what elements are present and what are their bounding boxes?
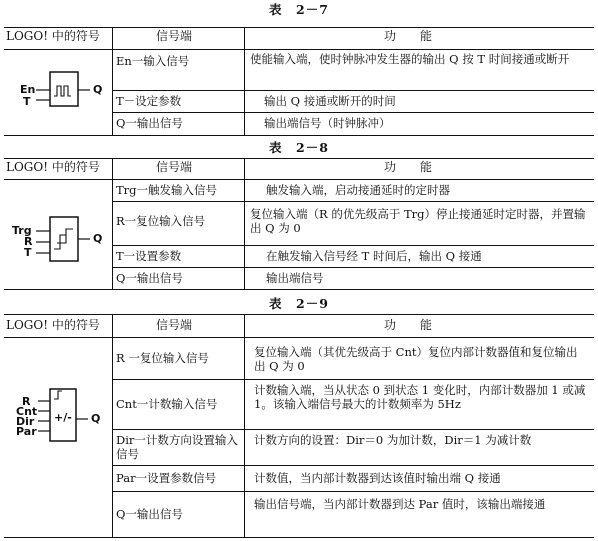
function-cell: 使能输入端，使时钟脉冲发生器的输出 Q 按 T 时间接通或断开 <box>250 52 570 66</box>
function-cell: 触发输入端，启动接通延时的定时器 <box>266 183 450 197</box>
table-caption: 表 2－8 <box>269 140 329 155</box>
header-function: 功 能 <box>384 318 433 332</box>
header-symbol: LOGO! 中的符号 <box>6 29 100 43</box>
pin-t: T <box>23 95 31 108</box>
signal-cell: Q一输出信号 <box>116 271 183 285</box>
header-function: 功 能 <box>384 29 433 43</box>
on-delay-timer-symbol <box>10 211 106 271</box>
function-cell: 计数方向的设置：Dir＝0 为加计数，Dir＝1 为减计数 <box>254 433 532 447</box>
signal-cell: Par一设置参数信号 <box>116 471 217 485</box>
pin-t: T <box>24 246 32 259</box>
header-signal: 信号端 <box>156 318 193 332</box>
signal-cell: R 一复位输入信号 <box>116 351 209 365</box>
function-cell: 计数值，当内部计数器到达该值时输出端 Q 接通 <box>254 471 501 485</box>
signal-cell: Dir一计数方向设置输入信号 <box>116 433 238 461</box>
function-cell: 输出 Q 接通或断开的时间 <box>264 94 396 108</box>
pin-cnt: Cnt <box>16 405 38 418</box>
table-2-9 <box>4 314 594 538</box>
pin-q: Q <box>91 412 101 425</box>
function-cell: 输出端信号 <box>266 271 324 285</box>
function-cell: 计数输入端，当从状态 0 到状态 1 变化时，内部计数器加 1 或减 1。该输入端信号最大的计数频率为 5Hz <box>254 383 586 411</box>
table-2-8 <box>4 158 594 290</box>
pin-dir: Dir <box>16 415 35 428</box>
pin-r: R <box>24 235 33 248</box>
signal-cell: T－设定参数 <box>116 94 182 108</box>
svg-text:+/-: +/- <box>54 411 72 424</box>
signal-cell: Cnt一计数输入信号 <box>116 397 218 411</box>
table-caption: 表 2－7 <box>269 2 329 17</box>
signal-cell: En一输入信号 <box>116 54 190 68</box>
table-caption: 表 2－9 <box>269 296 329 311</box>
pin-q: Q <box>93 83 103 96</box>
signal-cell: Q一输出信号 <box>116 116 183 130</box>
signal-cell: T一设置参数 <box>116 249 182 263</box>
header-symbol: LOGO! 中的符号 <box>6 318 100 332</box>
signal-cell: Trg一触发输入信号 <box>116 183 218 197</box>
function-cell: 复位输入端（R 的优先级高于 Trg）停止接通延时定时器，并置输出 Q 为 0 <box>250 207 586 235</box>
function-cell: 输出端信号（时钟脉冲） <box>264 116 391 130</box>
pin-trg: Trg <box>12 224 32 237</box>
signal-cell: Q一输出信号 <box>116 507 183 521</box>
header-signal: 信号端 <box>156 160 193 174</box>
pin-q: Q <box>93 232 103 245</box>
signal-cell: R一复位输入信号 <box>116 214 206 228</box>
function-cell: 输出信号端，当内部计数器到达 Par 值时，该输出端接通 <box>254 497 546 511</box>
function-cell: 在触发输入信号经 T 时间后，输出 Q 接通 <box>266 249 482 263</box>
header-function: 功 能 <box>384 160 433 174</box>
header-signal: 信号端 <box>156 29 193 43</box>
table-header-row <box>4 159 594 180</box>
pin-en: En <box>20 83 36 96</box>
table-header-row <box>4 315 594 338</box>
table-header-row <box>4 28 594 50</box>
pin-r: R <box>22 395 31 408</box>
function-cell: 复位输入端（其优先级高于 Cnt）复位内部计数器值和复位输出出 Q 为 0 <box>254 345 578 373</box>
pin-par: Par <box>16 425 37 438</box>
clock-pulse-symbol <box>16 66 106 116</box>
header-symbol: LOGO! 中的符号 <box>6 160 100 174</box>
table-2-7 <box>4 27 594 136</box>
up-down-counter-symbol <box>8 385 108 455</box>
